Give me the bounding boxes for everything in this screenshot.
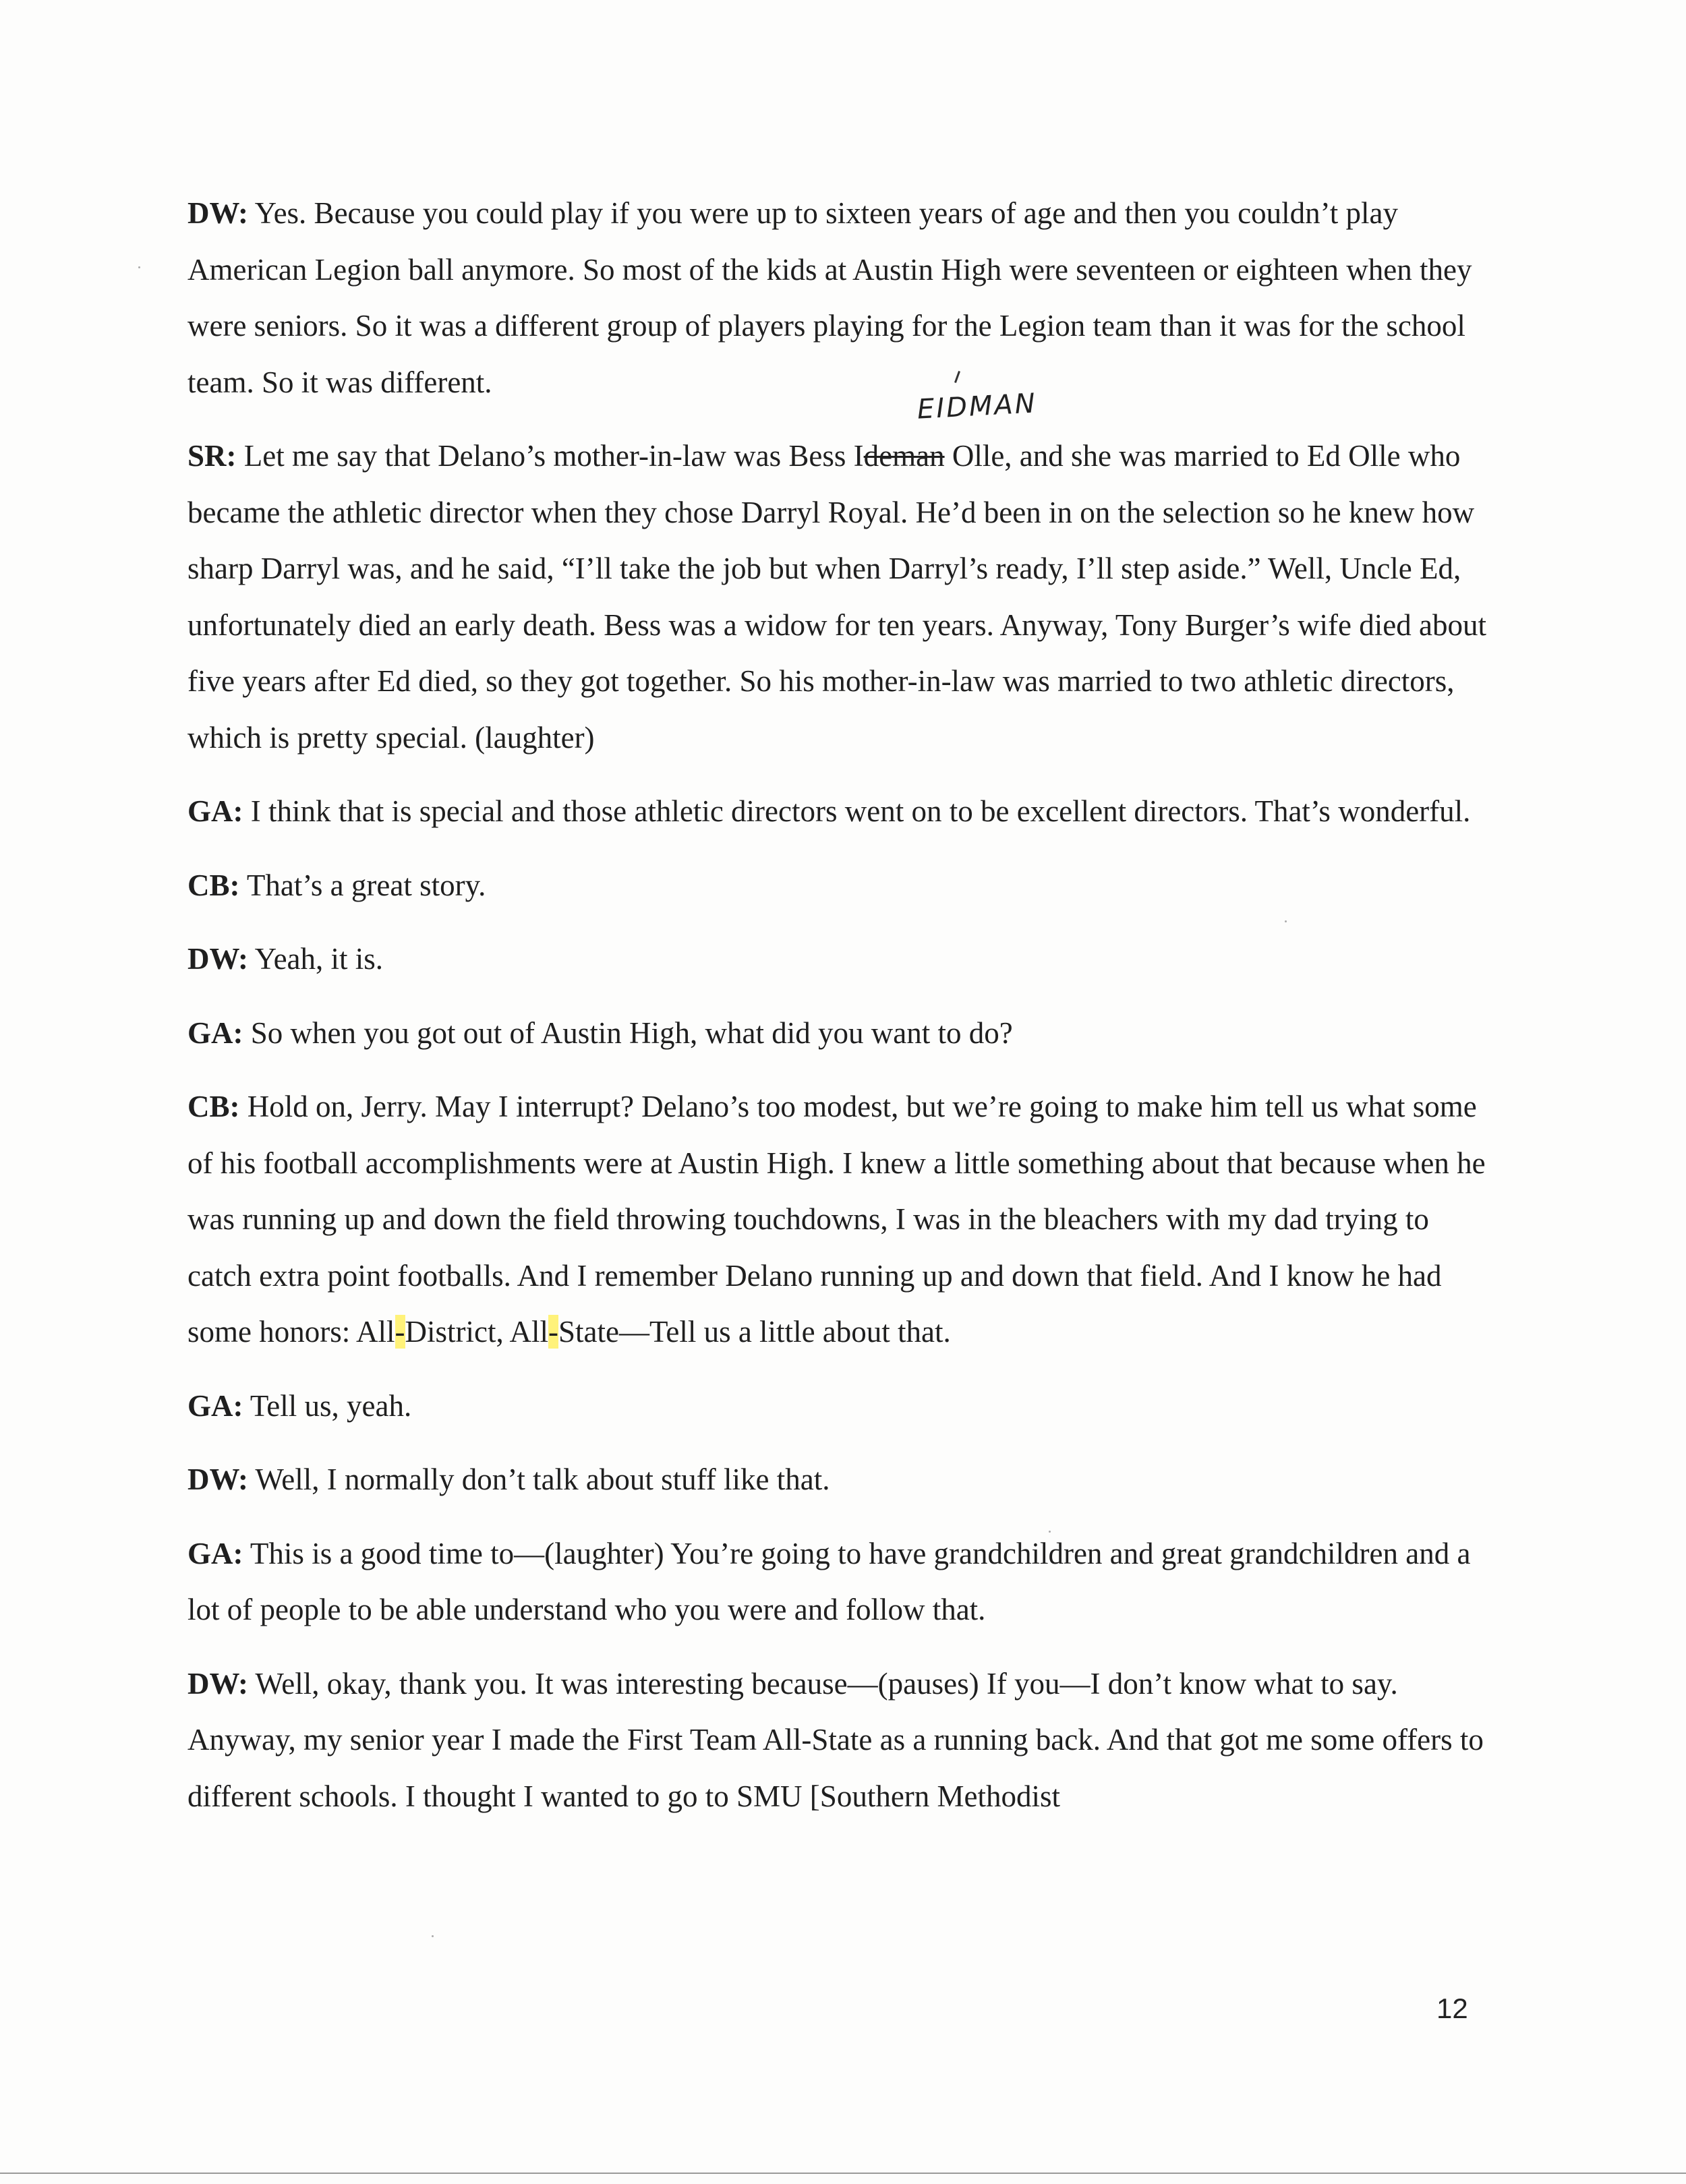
speaker-label: DW: [187, 196, 248, 230]
transcript-paragraph [187, 185, 1496, 411]
transcript-paragraph [187, 931, 1496, 988]
paragraph-text-continued: Olle, and she was married to Ed Olle who became the athletic director when they chose Darryl Royal. He’d been in on the selection so he knew how sharp Darryl was, and he said, “I’ll take the job but when Darryl’s ready, I’ll step aside.” Well, Uncle Ed, unfortunately died an early death. Bess was a widow for ten years. Anyway, Tony Burger’s wife died about five years after Ed died, so they got together. So his mother-in-law was married to two athletic directors, which is pretty special. (laughter) [187, 439, 1486, 755]
speaker-label: GA: [187, 1536, 243, 1570]
struck-through-text: deman [863, 439, 945, 473]
paragraph-text: That’s a great story. [239, 868, 486, 902]
transcript-paragraph [187, 1079, 1496, 1361]
speaker-label: CB: [187, 868, 240, 902]
transcript-paragraph [187, 784, 1496, 840]
paragraph-text: Yeah, it is. [248, 942, 384, 976]
paragraph-text-continued: District, All [405, 1315, 549, 1349]
paragraph-text: Hold on, Jerry. May I interrupt? Delano’s too modest, but we’re going to make him tell us what some of his football accomplishments were at Austin High. I knew a little something about that because when he was running up and down the field throwing touchdowns, I was in the bleachers with my dad trying to catch extra point footballs. And I remember Delano running up and down that field. And I know he had some honors: All [187, 1090, 1486, 1349]
speaker-label: GA: [187, 1388, 243, 1423]
transcript-body [187, 185, 1496, 1842]
scan-speck [138, 266, 140, 268]
transcript-paragraph [187, 1656, 1496, 1825]
highlighted-hyphen: - [548, 1315, 559, 1349]
page-number: 12 [1436, 1993, 1468, 2024]
transcript-paragraph [187, 428, 1496, 766]
handwritten-annotation: EIDMAN [916, 388, 1038, 425]
highlighted-hyphen: - [395, 1315, 405, 1349]
speaker-label: GA: [187, 794, 243, 828]
speaker-label: CB: [187, 1090, 240, 1123]
transcript-paragraph [187, 858, 1496, 914]
paragraph-text: Well, I normally don’t talk about stuff like that. [248, 1463, 830, 1496]
scan-speck [1285, 920, 1287, 922]
transcript-paragraph [187, 1452, 1496, 1508]
scan-speck [432, 1935, 434, 1937]
speaker-label: DW: [187, 1666, 248, 1701]
transcript-paragraph [187, 1005, 1496, 1062]
paragraph-text: Tell us, yeah. [243, 1388, 412, 1423]
scan-edge-line [0, 2173, 1686, 2174]
paragraph-text: This is a good time to—(laughter) You’re going to have grandchildren and great grandchildren and a lot of people to be able understand who you were and follow that. [187, 1536, 1471, 1626]
paragraph-text: Let me say that Delano’s mother-in-law was Bess I [236, 439, 864, 473]
transcript-paragraph [187, 1378, 1496, 1435]
paragraph-text: So when you got out of Austin High, what did you want to do? [243, 1015, 1013, 1050]
paragraph-text: Well, okay, thank you. It was interesting because—(pauses) If you—I don’t know what to say. Anyway, my senior year I made the First Team All-State as a running back. And that got me some offers to different schools. I thought I wanted to go to SMU [Southern Methodist [187, 1666, 1484, 1813]
transcript-paragraph [187, 1526, 1496, 1639]
speaker-label: DW: [187, 942, 248, 976]
paragraph-text: I think that is special and those athletic directors went on to be excellent directors. That’s wonderful. [243, 794, 1471, 828]
scan-speck [1049, 1531, 1051, 1533]
speaker-label: GA: [187, 1015, 243, 1050]
speaker-label: DW: [187, 1463, 248, 1496]
paragraph-text: Yes. Because you could play if you were up to sixteen years of age and then you couldn’t play American Legion ball anymore. So most of the kids at Austin High were seventeen or eighteen when they were seniors. So it was a different group of players playing for the Legion team than it was for the school team. So it was different. [187, 196, 1472, 399]
paragraph-text-continued: State—Tell us a little about that. [558, 1315, 951, 1349]
speaker-label: SR: [187, 439, 237, 473]
